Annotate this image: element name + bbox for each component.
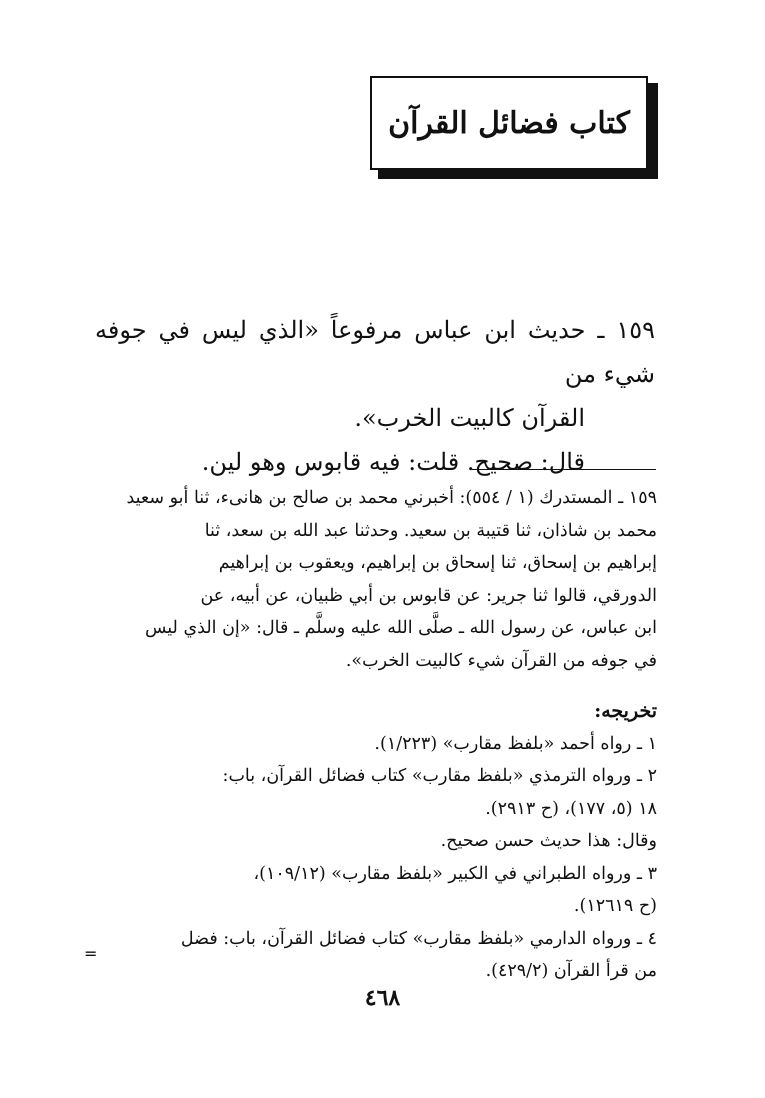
takhrij-line: (ح ١٢٦١٩). [573, 896, 657, 916]
takhrij-line: من قرأ القرآن (٤٢٩/٢). [485, 961, 657, 981]
footnote-divider [472, 469, 656, 470]
footnotes [95, 482, 657, 988]
takhrij-line: ٣ ـ ورواه الطبراني في الكبير «بلفظ مقارب» (١٠٩/١٢)، [253, 863, 657, 884]
takhrij-line: ١ ـ رواه أحمد «بلفظ مقارب» (١/٢٢٣). [374, 733, 657, 754]
continuation-mark: = [84, 944, 98, 963]
main-line-1: ١٥٩ ـ حديث ابن عباس مرفوعاً «الذي ليس في جوفه شيء من [95, 316, 655, 388]
takhrij-line: وقال: هذا حديث حسن صحيح. [440, 831, 657, 851]
note-line: ابن عباس، عن رسول الله ـ صلَّى الله عليه وسلَّم ـ قال: «إن الذي ليس [144, 618, 657, 638]
note-line: إبراهيم بن إسحاق، ثنا إسحاق بن إبراهيم، ويعقوب بن إبراهيم [218, 553, 657, 573]
note-line: محمد بن شاذان، ثنا قتيبة بن سعيد. وحدثنا عبد الله بن سعد، ثنا [204, 520, 657, 541]
main-line-2: القرآن كالبيت الخرب». [354, 404, 585, 432]
main-line-3: قال: صحيح. قلت: فيه قابوس وهو لين. [201, 448, 585, 476]
takhrij-line: ٤ ـ ورواه الدارمي «بلفظ مقارب» كتاب فضائل القرآن، باب: فضل [180, 928, 657, 949]
chapter-title-box [370, 76, 648, 170]
note-line: الدورقي، قالوا ثنا جرير: عن قابوس بن أبي ظبيان، عن أبيه، عن [200, 585, 657, 606]
chapter-title: كتاب فضائل القرآن [388, 105, 630, 141]
page-number: ٤٦٨ [364, 985, 401, 1011]
note-line: في جوفه من القرآن شيء كالبيت الخرب». [345, 650, 657, 671]
main-hadith [95, 308, 655, 484]
takhrij-line: ٢ ـ ورواه الترمذي «بلفظ مقارب» كتاب فضائل القرآن، باب: [222, 766, 657, 786]
takhrij-heading: تخريجه: [594, 700, 657, 722]
takhrij-line: ١٨ (٥، ١٧٧)، (ح ٢٩١٣). [485, 798, 657, 819]
note-line: ١٥٩ ـ المستدرك (١ / ٥٥٤): أخبرني محمد بن صالح بن هانىء، ثنا أبو سعيد [126, 488, 657, 508]
